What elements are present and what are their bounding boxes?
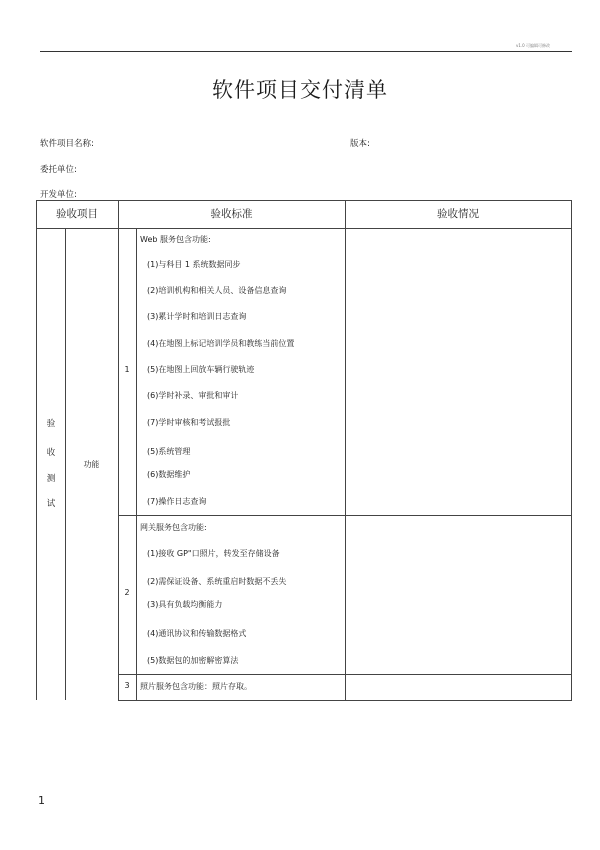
group-intro: 照片服务包含功能：照片存取。 [140, 682, 252, 691]
criteria-item: (6)学时补录、审批和审计 [147, 391, 239, 400]
header-rule [40, 51, 572, 52]
subcategory-function: 功能 [83, 460, 100, 469]
project-name-label: 软件项目名称: [40, 139, 94, 149]
group-index: 2 [124, 588, 130, 597]
criteria-item: (1)与科目 1 系统数据同步 [147, 260, 241, 269]
category-char: 验 [46, 419, 56, 429]
col-divider-index [136, 228, 137, 700]
row-divider-3 [118, 700, 572, 701]
col-divider-subcategory [118, 200, 119, 700]
table-border-top [36, 200, 572, 201]
page-number: 1 [38, 794, 45, 807]
criteria-item: (2)需保证设备、系统重启时数据不丢失 [147, 577, 287, 586]
table-border-right [571, 200, 572, 700]
group-intro: Web 服务包含功能: [140, 235, 211, 244]
criteria-item: (6)数据维护 [147, 470, 191, 479]
criteria-item: (7)学时审核和考试报批 [147, 418, 231, 427]
version-note: v1.0 可编辑可修改 [516, 43, 550, 48]
group-intro: 网关服务包含功能: [140, 523, 207, 532]
col-divider-status [345, 200, 346, 700]
criteria-item: (5)数据包的加密解密算法 [147, 656, 239, 665]
criteria-item: (4)在地图上标记培训学员和教练当前位置 [147, 339, 295, 348]
header-acceptance-status: 验收情况 [437, 208, 479, 220]
developer-label: 开发单位: [40, 190, 77, 200]
criteria-item: (7)操作日志查询 [147, 497, 207, 506]
header-acceptance-item: 验收项目 [56, 208, 98, 220]
criteria-item: (5)系统管理 [147, 447, 191, 456]
criteria-item: (3)具有负载均衡能力 [147, 600, 223, 609]
table-border-left [36, 200, 37, 700]
category-char: 试 [46, 499, 56, 509]
group-index: 1 [124, 365, 130, 374]
group-index: 3 [124, 681, 130, 690]
client-label: 委托单位: [40, 165, 77, 175]
header-acceptance-criteria: 验收标准 [210, 208, 253, 220]
version-label: 版本: [350, 139, 370, 149]
criteria-item: (5)在地图上回放车辆行驶轨迹 [147, 365, 255, 374]
criteria-item: (2)培训机构和相关人员、设备信息查询 [147, 286, 287, 295]
table-header-divider [36, 228, 572, 229]
criteria-item: (4)通讯协议和传输数据格式 [147, 629, 247, 638]
category-char: 收 [46, 448, 56, 458]
category-char: 测 [46, 474, 56, 484]
criteria-item: (1)接收 GP"口照片，转发至存储设备 [147, 549, 280, 558]
document-title: 软件项目交付清单 [212, 78, 388, 102]
criteria-item: (3)累计学时和培训日志查询 [147, 312, 247, 321]
